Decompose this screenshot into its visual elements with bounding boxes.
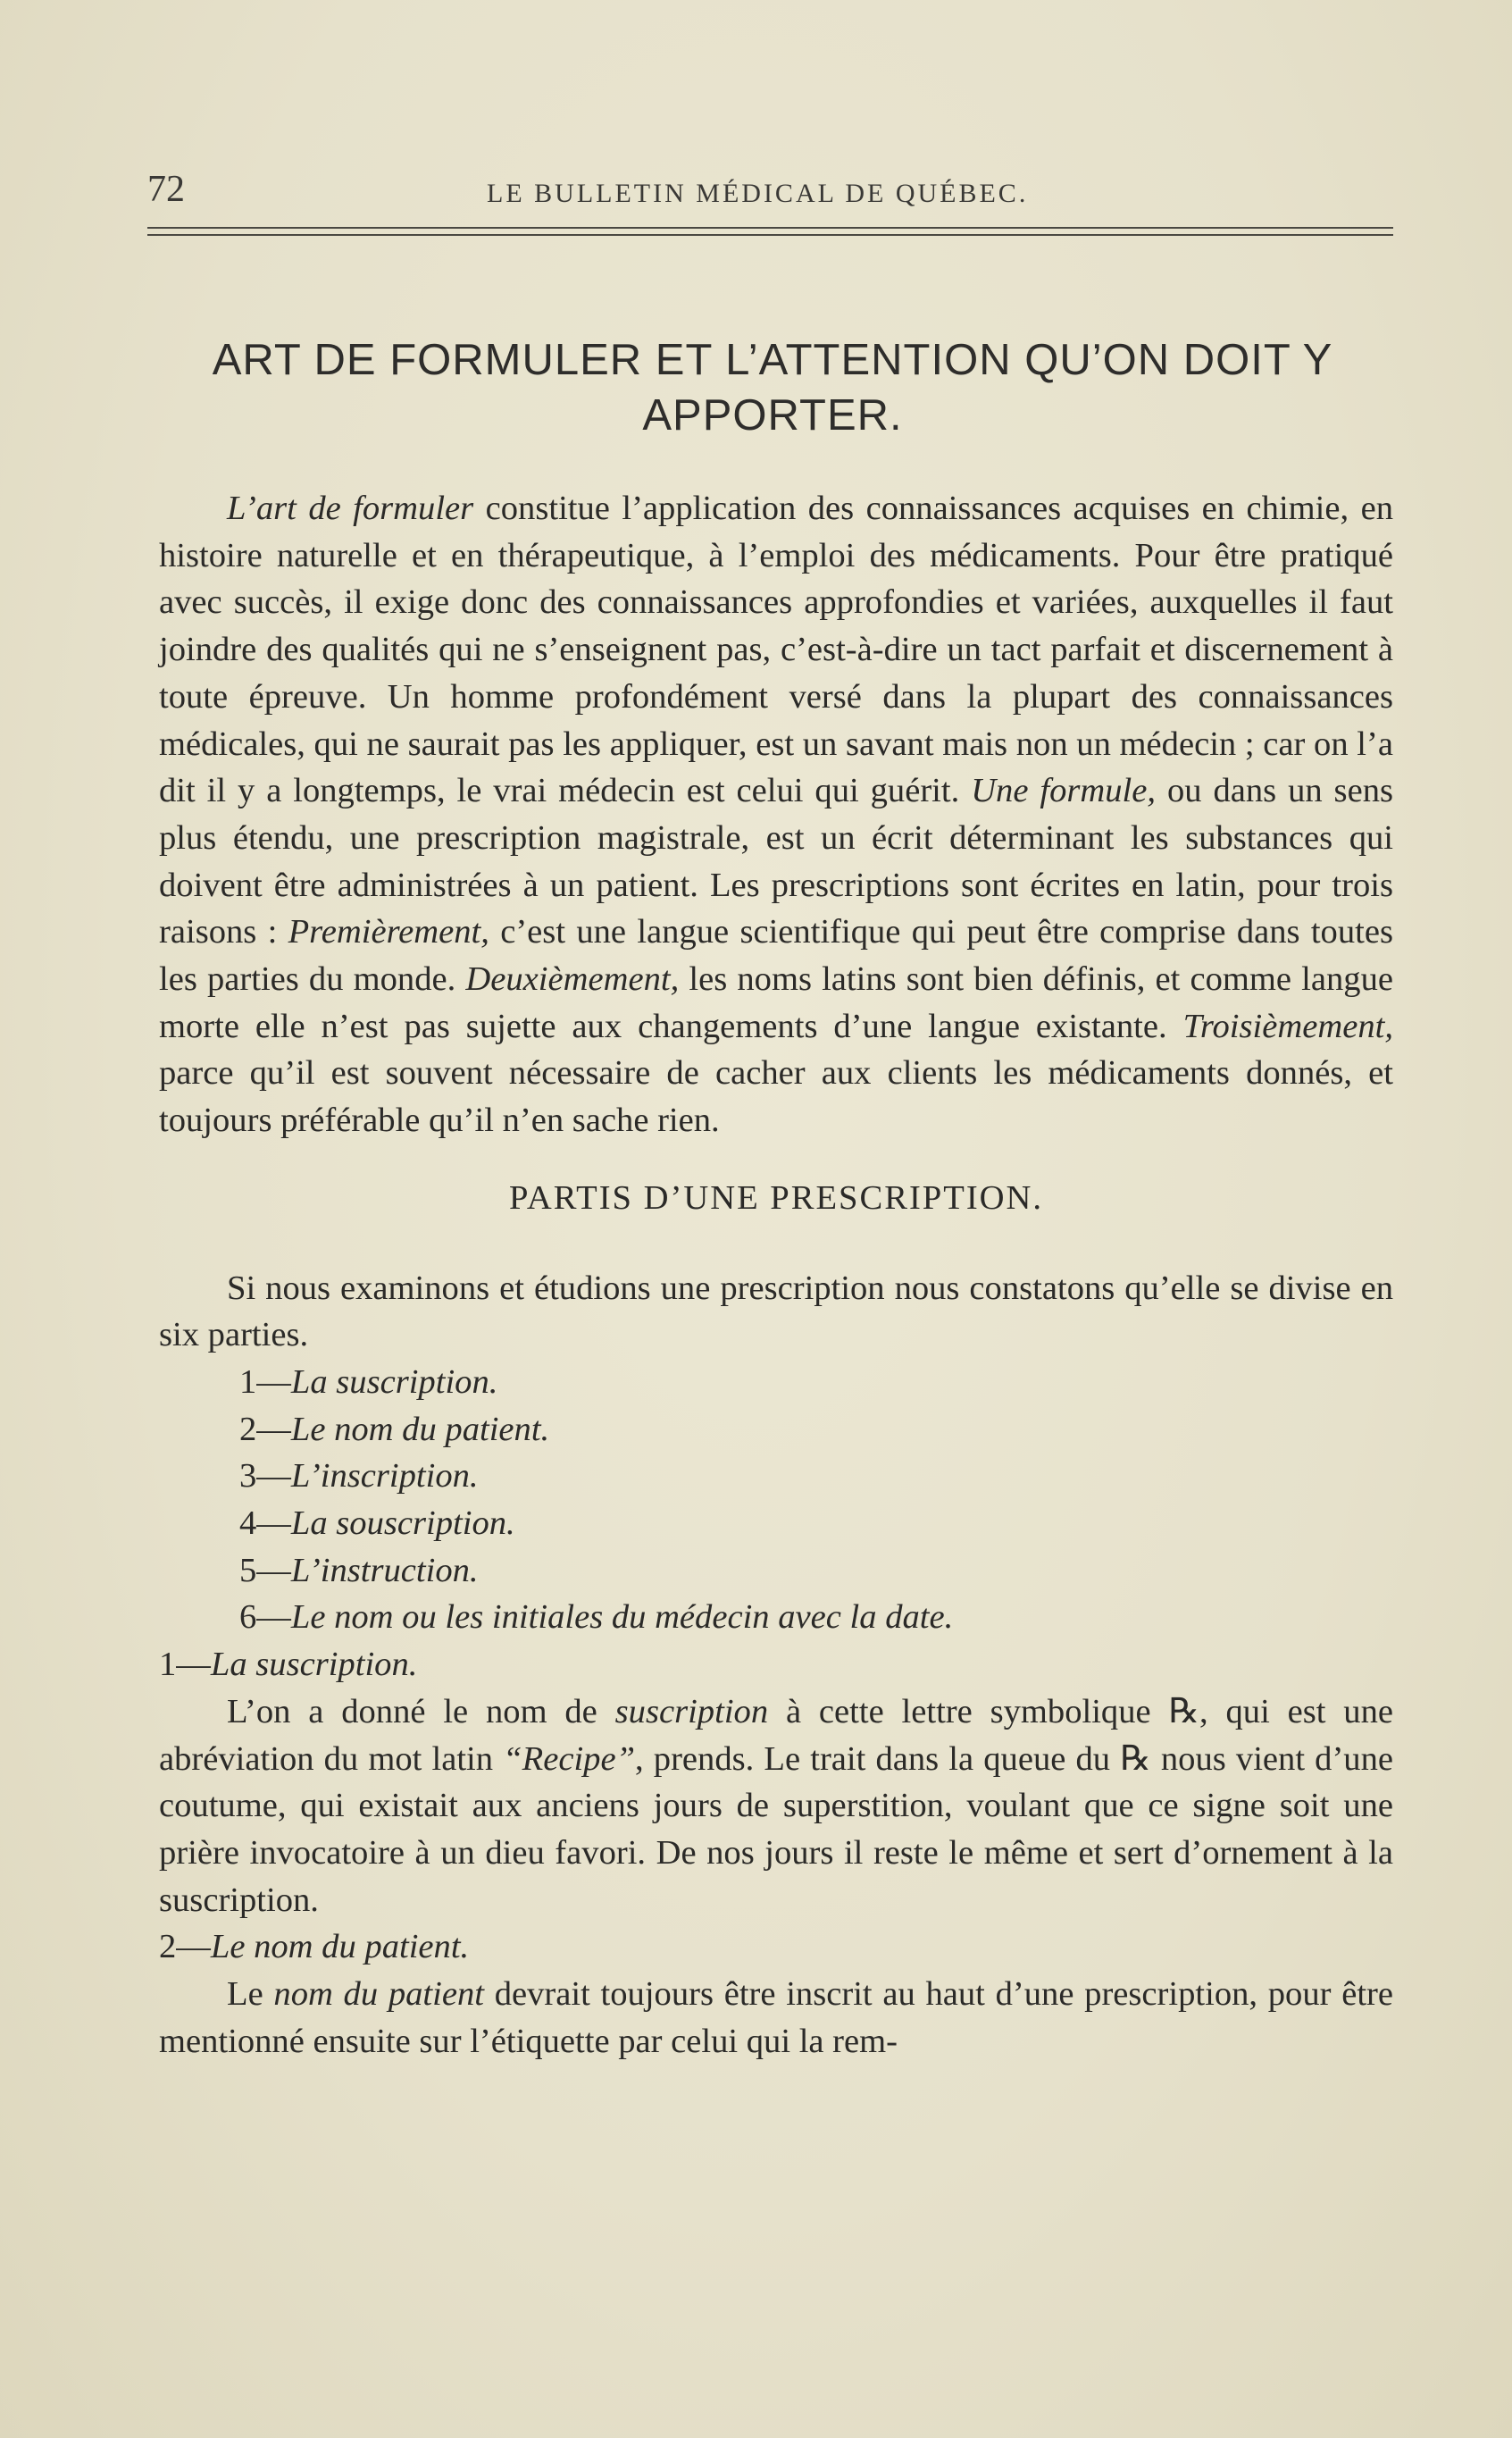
running-head	[147, 168, 1393, 213]
text-run: , prends. Le trait dans la queue du ℞ nous vient d’une coutume, qui existait aux anciens jours de superstition, voulant que ce signe soit une prière invocatoire à un dieu favori. De nos jours il reste le même et sert d’ornement à la suscription.	[159, 1739, 1393, 1919]
intro-text-3: c’est une langue scientifique qui peut être comprise dans toutes les parties du monde.	[159, 913, 1393, 999]
list-item-number: 3—	[239, 1457, 291, 1495]
text-run: Le	[227, 1975, 274, 2014]
list-item-label: Le nom ou les initiales du médecin avec la date.	[290, 1598, 954, 1637]
list-item-number: 2—	[239, 1410, 291, 1448]
subsection-number: 1—	[159, 1646, 211, 1684]
list-item	[159, 1406, 1393, 1454]
text-run: L’on a donné le nom de	[227, 1692, 615, 1730]
list-item-number: 1—	[239, 1362, 291, 1401]
list-item	[159, 1500, 1393, 1547]
nom-du-patient-paragraph	[159, 1971, 1393, 2065]
list-item	[159, 1359, 1393, 1406]
subsection-title: Le nom du patient.	[210, 1928, 470, 1966]
intro-italic-4: Deuxièmement,	[465, 960, 680, 999]
list-item	[159, 1453, 1393, 1500]
intro-italic-3: Premièrement,	[288, 913, 489, 951]
text-run: devrait toujours être inscrit au haut d’une prescription, pour être mentionné ensuite sur l’étiquette par celui qui la rem-	[159, 1975, 1394, 2060]
article-title: ART DE FORMULER ET L’ATTENTION QU’ON DOIT Y APPORTER.	[212, 336, 1333, 440]
list-item-number: 6—	[239, 1598, 291, 1637]
journal-title: LE BULLETIN MÉDICAL DE QUÉBEC.	[487, 179, 1029, 208]
article-body	[159, 485, 1393, 2065]
list-item	[159, 1594, 1393, 1641]
list-item	[159, 1547, 1393, 1595]
list-item-label: Le nom du patient.	[290, 1410, 550, 1448]
suscription-paragraph	[159, 1688, 1393, 1924]
text-run: à cette lettre symbolique ℞, qui est une abréviation du mot latin	[159, 1692, 1393, 1778]
section-heading: PARTIS D’UNE PRESCRIPTION.	[508, 1178, 1044, 1217]
intro-text-4: les noms latins sont bien définis, et comme langue morte elle n’est pas sujette aux changements d’une langue existante.	[159, 960, 1393, 1045]
text-run-italic: suscription	[614, 1692, 769, 1730]
list-item-label: L’instruction.	[290, 1551, 479, 1589]
header-double-rule	[147, 227, 1393, 236]
list-item-number: 4—	[239, 1504, 291, 1543]
list-item-number: 5—	[239, 1551, 291, 1589]
section-intro-paragraph: Si nous examinons et étudions une prescription nous constatons qu’elle se divise en six parties.	[159, 1269, 1393, 1354]
intro-italic-2: Une formule,	[971, 772, 1157, 810]
subsection-heading-nom-du-patient	[159, 1923, 1393, 1971]
intro-italic-5: Troisièmement,	[1182, 1007, 1393, 1045]
intro-text-5: parce qu’il est souvent nécessaire de cacher aux clients les médicaments donnés, et toujours préférable qu’il n’en sache rien.	[159, 1054, 1393, 1140]
page-number: 72	[147, 169, 185, 210]
text-run-italic: “Recipe”	[503, 1739, 636, 1778]
text-run-italic: nom du patient	[273, 1975, 484, 2014]
intro-text-1: constitue l’application des connaissances acquises en chimie, en histoire naturelle et en thérapeutique, à l’emploi des médicaments. Pour être pratiqué avec succès, il exige donc des connaissances approfondies et variées, auxquelles il faut joindre des qualités qui ne s’enseignent pas, c’est-à-dire un tact parfait et discernement à toute épreuve. Un homme profondément versé dans la plupart des connaissances médicales, qui ne saurait pas les appliquer, est un savant mais non un médecin ; car on l’a dit il y a longtemps, le vrai médecin est celui qui guérit.	[159, 490, 1393, 810]
subsection-number: 2—	[159, 1928, 211, 1966]
list-item-label: La souscription.	[290, 1504, 515, 1543]
subsection-heading-suscription	[159, 1641, 1393, 1688]
intro-text-2: ou dans un sens plus étendu, une prescription magistrale, est un écrit déterminant les substances qui doivent être administrées à un patient. Les prescriptions sont écrites en latin, pour trois raisons :	[159, 772, 1393, 951]
intro-paragraph	[159, 485, 1393, 1144]
list-item-label: La suscription.	[290, 1362, 498, 1401]
intro-lead-italic: L’art de formuler	[227, 490, 474, 527]
list-item-label: L’inscription.	[290, 1457, 479, 1495]
subsection-title: La suscription.	[210, 1646, 418, 1684]
